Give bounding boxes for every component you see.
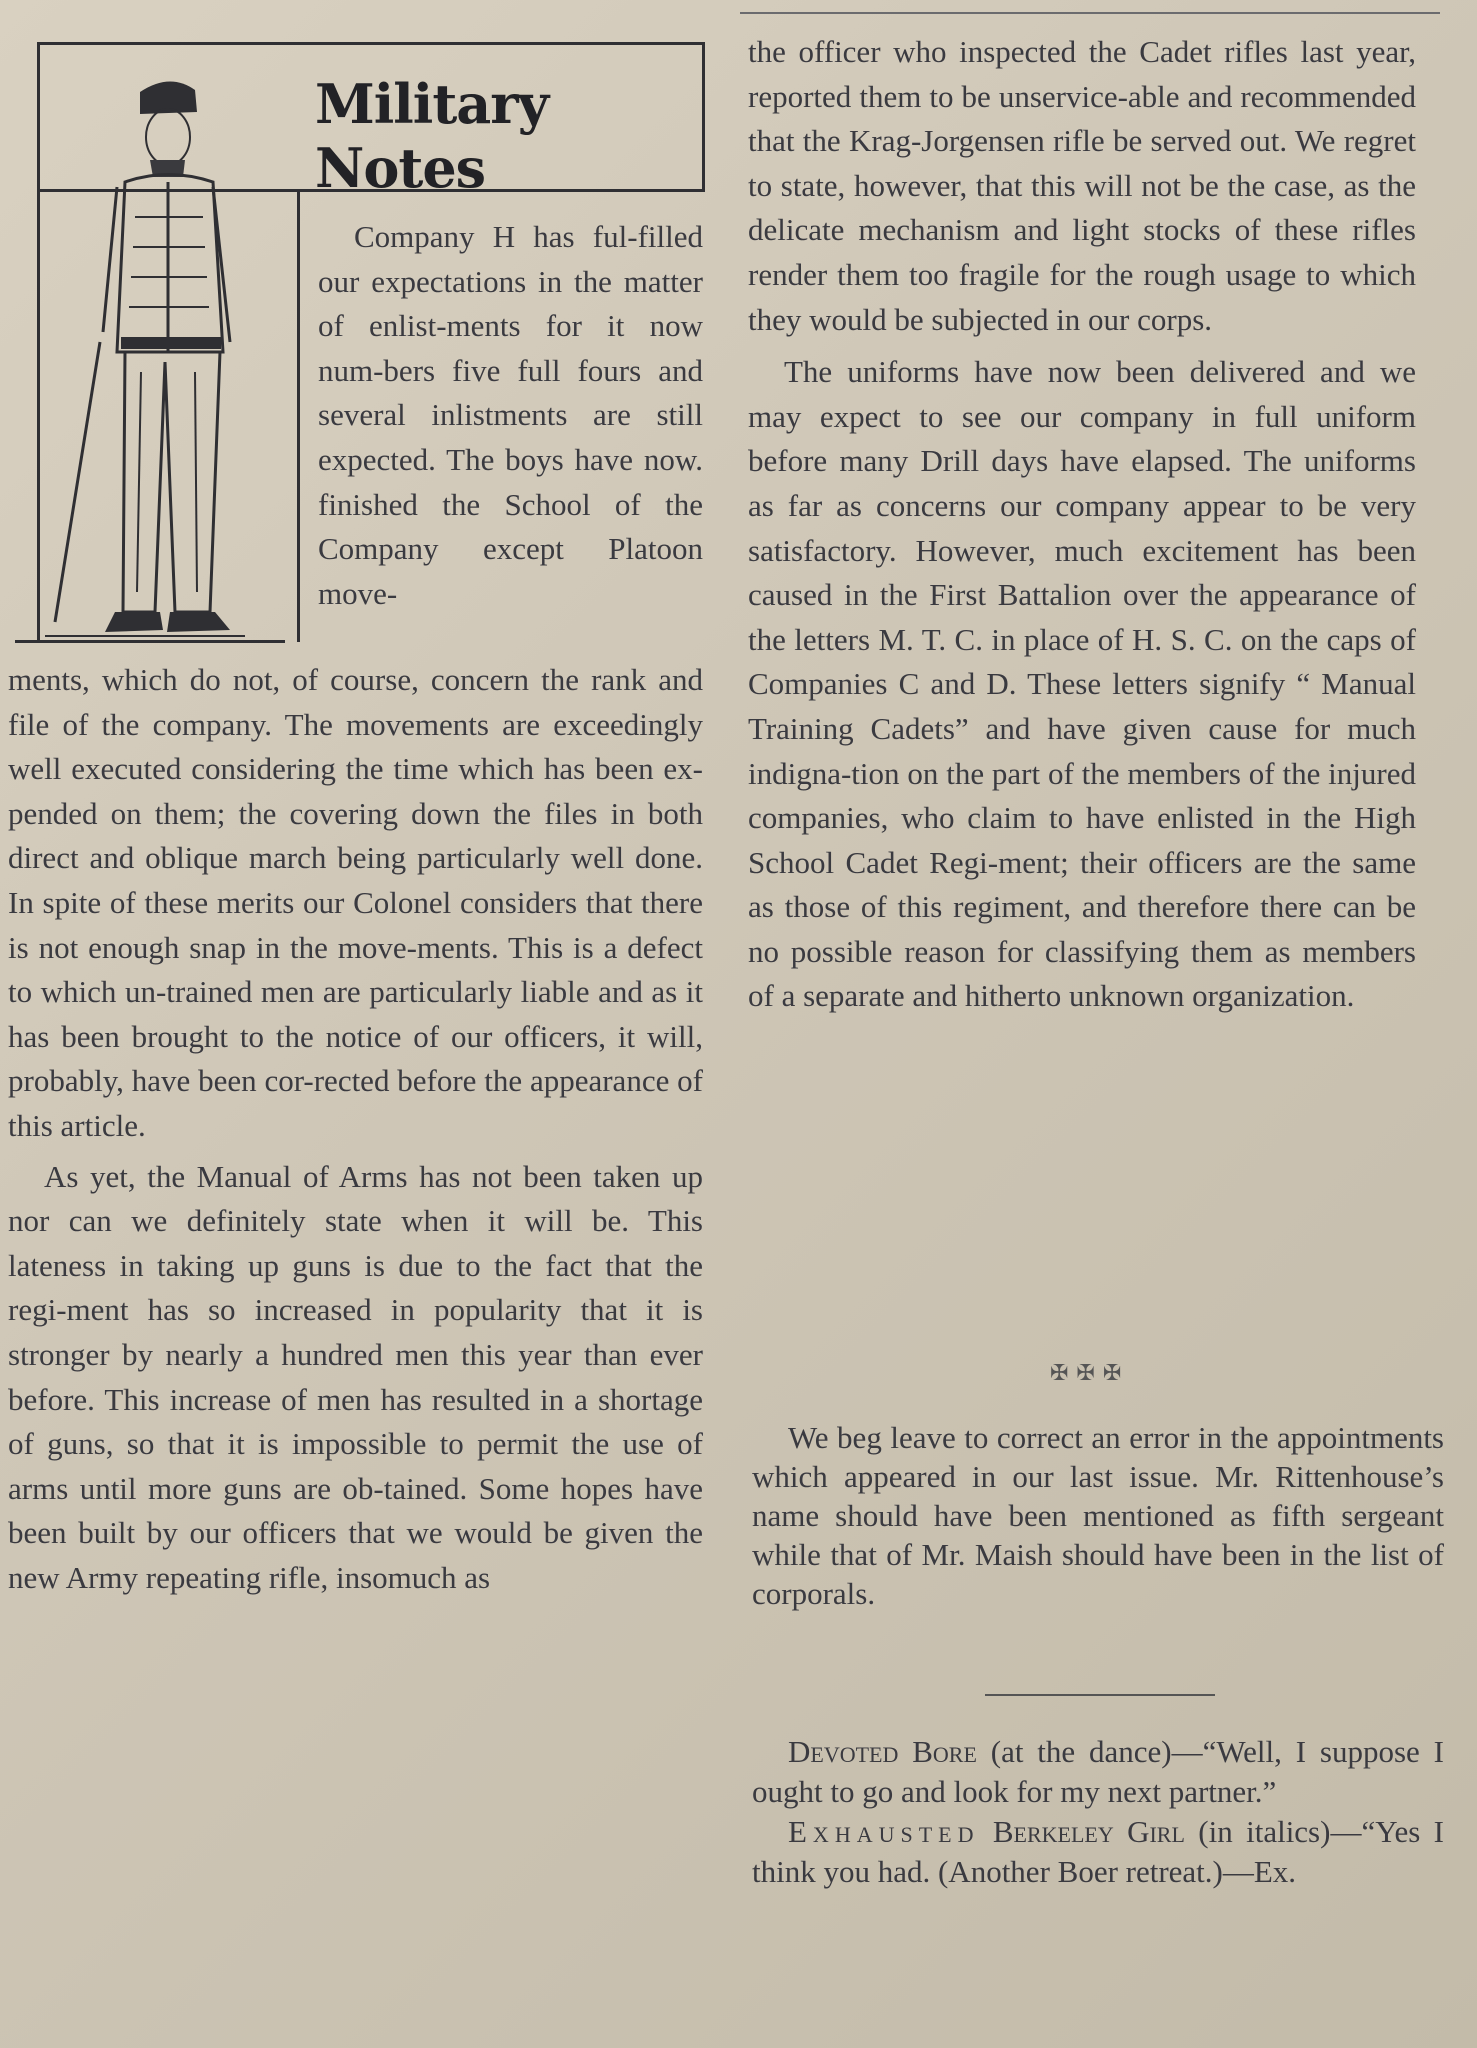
correction-notice [752,1418,1444,1613]
joke-line-1 [752,1732,1444,1812]
left-intro-text [318,215,703,616]
paragraph-rifles-continued: the officer who inspected the Cadet rifles last year, reported them to be unservice-able and recommended that the Krag-Jorgensen rifle be served out. We regret to state, however, that this will not be the case, as the delicate mechanism and light stocks of these rifles render them too fragile for the rough usage to which they would be subjected in our corps. [748,34,1416,337]
paragraph-company-h-continued: ments, which do not, of course, concern the rank and file of the company. The movements are exceedingly well executed considering the time which has been ex-pended on them; the covering down the files in both direct and oblique march being particularly well done. In spite of these merits our Colonel considers that there is not enough snap in the move-ments. This is a defect to which un-trained men are particularly liable and as it has been brought to the notice of our officers, it will, probably, have been cor-rected before the appearance of this article. [8,662,703,1143]
paragraph-uniforms: The uniforms have now been delivered and we may expect to see our company in full uniform before many Drill days have elapsed. The uniforms as far as concerns our company appear to be very satisfactory. However, much excitement has been caused in the First Battalion over the appearance of the letters M. T. C. in place of H. S. C. on the caps of Companies C and D. These letters signify “ Manual Training Cadets” and have given cause for much indigna-tion on the part of the members of the injured companies, who claim to have enlisted in the High School Cadet Regi-ment; their officers are the same as those of this regiment, and therefore there can be no possible reason for classifying them as members of a separate and hitherto unknown organization. [748,354,1416,1014]
joke-speaker-1: Devoted Bore [788,1734,977,1769]
frame-left-rule [37,42,40,642]
joke-speaker-2: Exhausted [788,1814,980,1849]
top-rule [740,12,1440,14]
section-divider-stars: ✠✠✠ [1050,1360,1130,1385]
joke-speaker-2b: Berkeley Girl [979,1814,1185,1849]
paragraph-company-h: Company H has ful-filled our expectations in the matter of enlist-ments for it now num-bers five full fours and several inlistments are still expected. The boys have now. finished the School of the Company except Platoon move- [318,219,703,611]
left-column-text [8,658,703,1600]
joke-text-1: (at the dance)—“Well, I suppose I ought to go and look for my next partner.” [752,1734,1444,1809]
page-title: Military Notes [315,72,549,200]
right-column-text [748,30,1416,1019]
separator-rule [985,1694,1215,1696]
frame-inner-rule [297,192,300,642]
joke-text-2: (in italics)—“Yes I think you had. (Another Boer retreat.)—Ex. [752,1814,1444,1889]
paragraph-correction: We beg leave to correct an error in the appointments which appeared in our last issue. Mr. Rittenhouse’s name should have been mentioned as fifth sergeant while that of Mr. Maish should have been in the list of corporals. [752,1420,1444,1611]
joke-section [752,1732,1444,1892]
joke-line-2 [752,1812,1444,1892]
paragraph-manual-of-arms: As yet, the Manual of Arms has not been taken up nor can we definitely state when it will be. This lateness in taking up guns is due to the fact that the regi-ment has so increased in popularity that it is stronger by nearly a hundred men this year than ever before. This increase of men has resulted in a shortage of guns, so that it is impossible to permit the use of arms until more guns are ob-tained. Some hopes have been built by our officers that we would be given the new Army repeating rifle, insomuch as [8,1158,703,1595]
cadet-illustration [45,52,295,642]
